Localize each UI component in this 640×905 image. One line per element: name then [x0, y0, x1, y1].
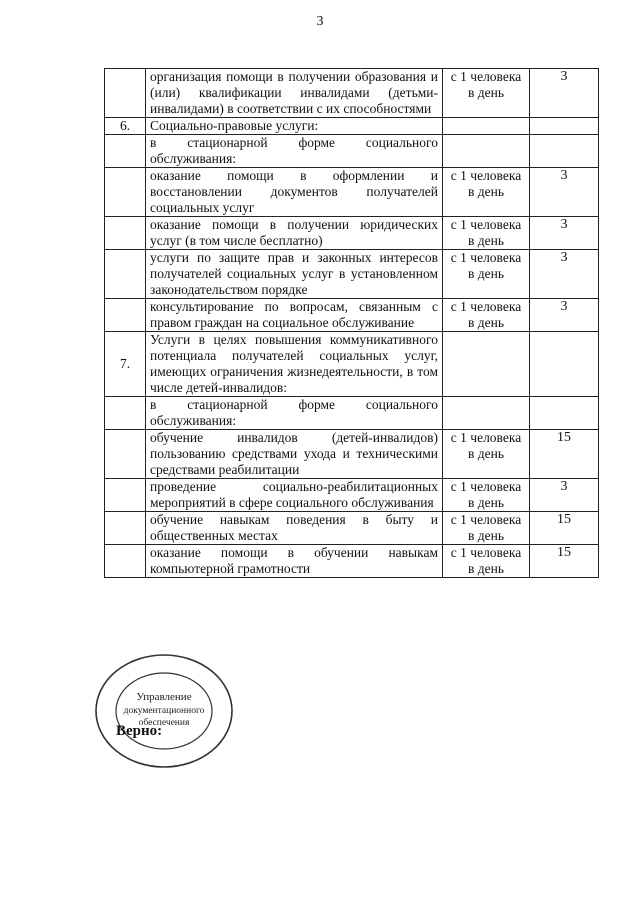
service-norm: 3 [530, 479, 599, 512]
service-norm: 3 [530, 69, 599, 118]
table-row [105, 332, 599, 397]
table-row [105, 168, 599, 217]
service-frequency: с 1 человека в день [443, 479, 530, 512]
row-number [105, 217, 146, 250]
service-description: обучение инвалидов (детей-инвалидов) пользованию средствами ухода и техническими средствами реабилитации [146, 430, 443, 479]
service-description: услуги по защите прав и законных интересов получателей социальных услуг в установленном законодательством порядке [146, 250, 443, 299]
service-frequency: с 1 человека в день [443, 512, 530, 545]
service-norm: 15 [530, 430, 599, 479]
stamp-text: документационного [123, 706, 205, 716]
service-frequency: с 1 человека в день [443, 250, 530, 299]
table-row [105, 299, 599, 332]
page-number: 3 [316, 14, 324, 29]
row-number [105, 168, 146, 217]
service-frequency [443, 118, 530, 135]
table-row [105, 118, 599, 135]
row-number [105, 512, 146, 545]
table-row [105, 217, 599, 250]
table-row [105, 430, 599, 479]
service-description: оказание помощи в получении юридических услуг (в том числе бесплатно) [146, 217, 443, 250]
table-row [105, 397, 599, 430]
row-number [105, 69, 146, 118]
service-form-label: в стационарной форме социального обслуживания: [146, 397, 443, 430]
row-number: 6. [105, 118, 146, 135]
stamp-text: Управление [136, 691, 192, 703]
row-number [105, 397, 146, 430]
service-norm: 3 [530, 168, 599, 217]
service-norm: 3 [530, 217, 599, 250]
table-row [105, 545, 599, 578]
table-row [105, 135, 599, 168]
row-number: 7. [105, 332, 146, 397]
table-row [105, 479, 599, 512]
service-frequency: с 1 человека в день [443, 168, 530, 217]
service-frequency [443, 397, 530, 430]
service-frequency: с 1 человека в день [443, 299, 530, 332]
service-frequency [443, 135, 530, 168]
row-number [105, 299, 146, 332]
service-norm [530, 135, 599, 168]
service-norm [530, 397, 599, 430]
certification-label: Верно: [116, 723, 163, 739]
service-form-label: в стационарной форме социального обслуживания: [146, 135, 443, 168]
service-frequency [443, 332, 530, 397]
stamp-text: обеспечения [138, 718, 190, 728]
service-description: консультирование по вопросам, связанным с правом граждан на социальное обслуживание [146, 299, 443, 332]
service-norm: 3 [530, 250, 599, 299]
service-frequency: с 1 человека в день [443, 430, 530, 479]
table-row [105, 69, 599, 118]
services-table [104, 68, 599, 578]
row-number [105, 479, 146, 512]
service-description: проведение социально-реабилитационных мероприятий в сфере социального обслуживания [146, 479, 443, 512]
service-norm: 15 [530, 512, 599, 545]
section-heading: Социально-правовые услуги: [146, 118, 443, 135]
service-description: оказание помощи в оформлении и восстановлении документов получателей социальных услуг [146, 168, 443, 217]
row-number [105, 545, 146, 578]
service-norm [530, 118, 599, 135]
row-number [105, 135, 146, 168]
section-heading: Услуги в целях повышения коммуникативного потенциала получателей социальных услуг, имеющих ограничения жизнедеятельности, в том числе детей-инвалидов: [146, 332, 443, 397]
table-row [105, 512, 599, 545]
service-frequency: с 1 человека в день [443, 545, 530, 578]
service-norm: 3 [530, 299, 599, 332]
official-stamp [93, 652, 235, 770]
row-number [105, 430, 146, 479]
service-frequency: с 1 человека в день [443, 217, 530, 250]
service-norm: 15 [530, 545, 599, 578]
service-norm [530, 332, 599, 397]
service-description: организация помощи в получении образования и (или) квалификации инвалидами (детьми-инвалидами) в соответствии с их способностями [146, 69, 443, 118]
service-description: обучение навыкам поведения в быту и общественных местах [146, 512, 443, 545]
service-frequency: с 1 человека в день [443, 69, 530, 118]
table-row [105, 250, 599, 299]
service-description: оказание помощи в обучении навыкам компьютерной грамотности [146, 545, 443, 578]
row-number [105, 250, 146, 299]
